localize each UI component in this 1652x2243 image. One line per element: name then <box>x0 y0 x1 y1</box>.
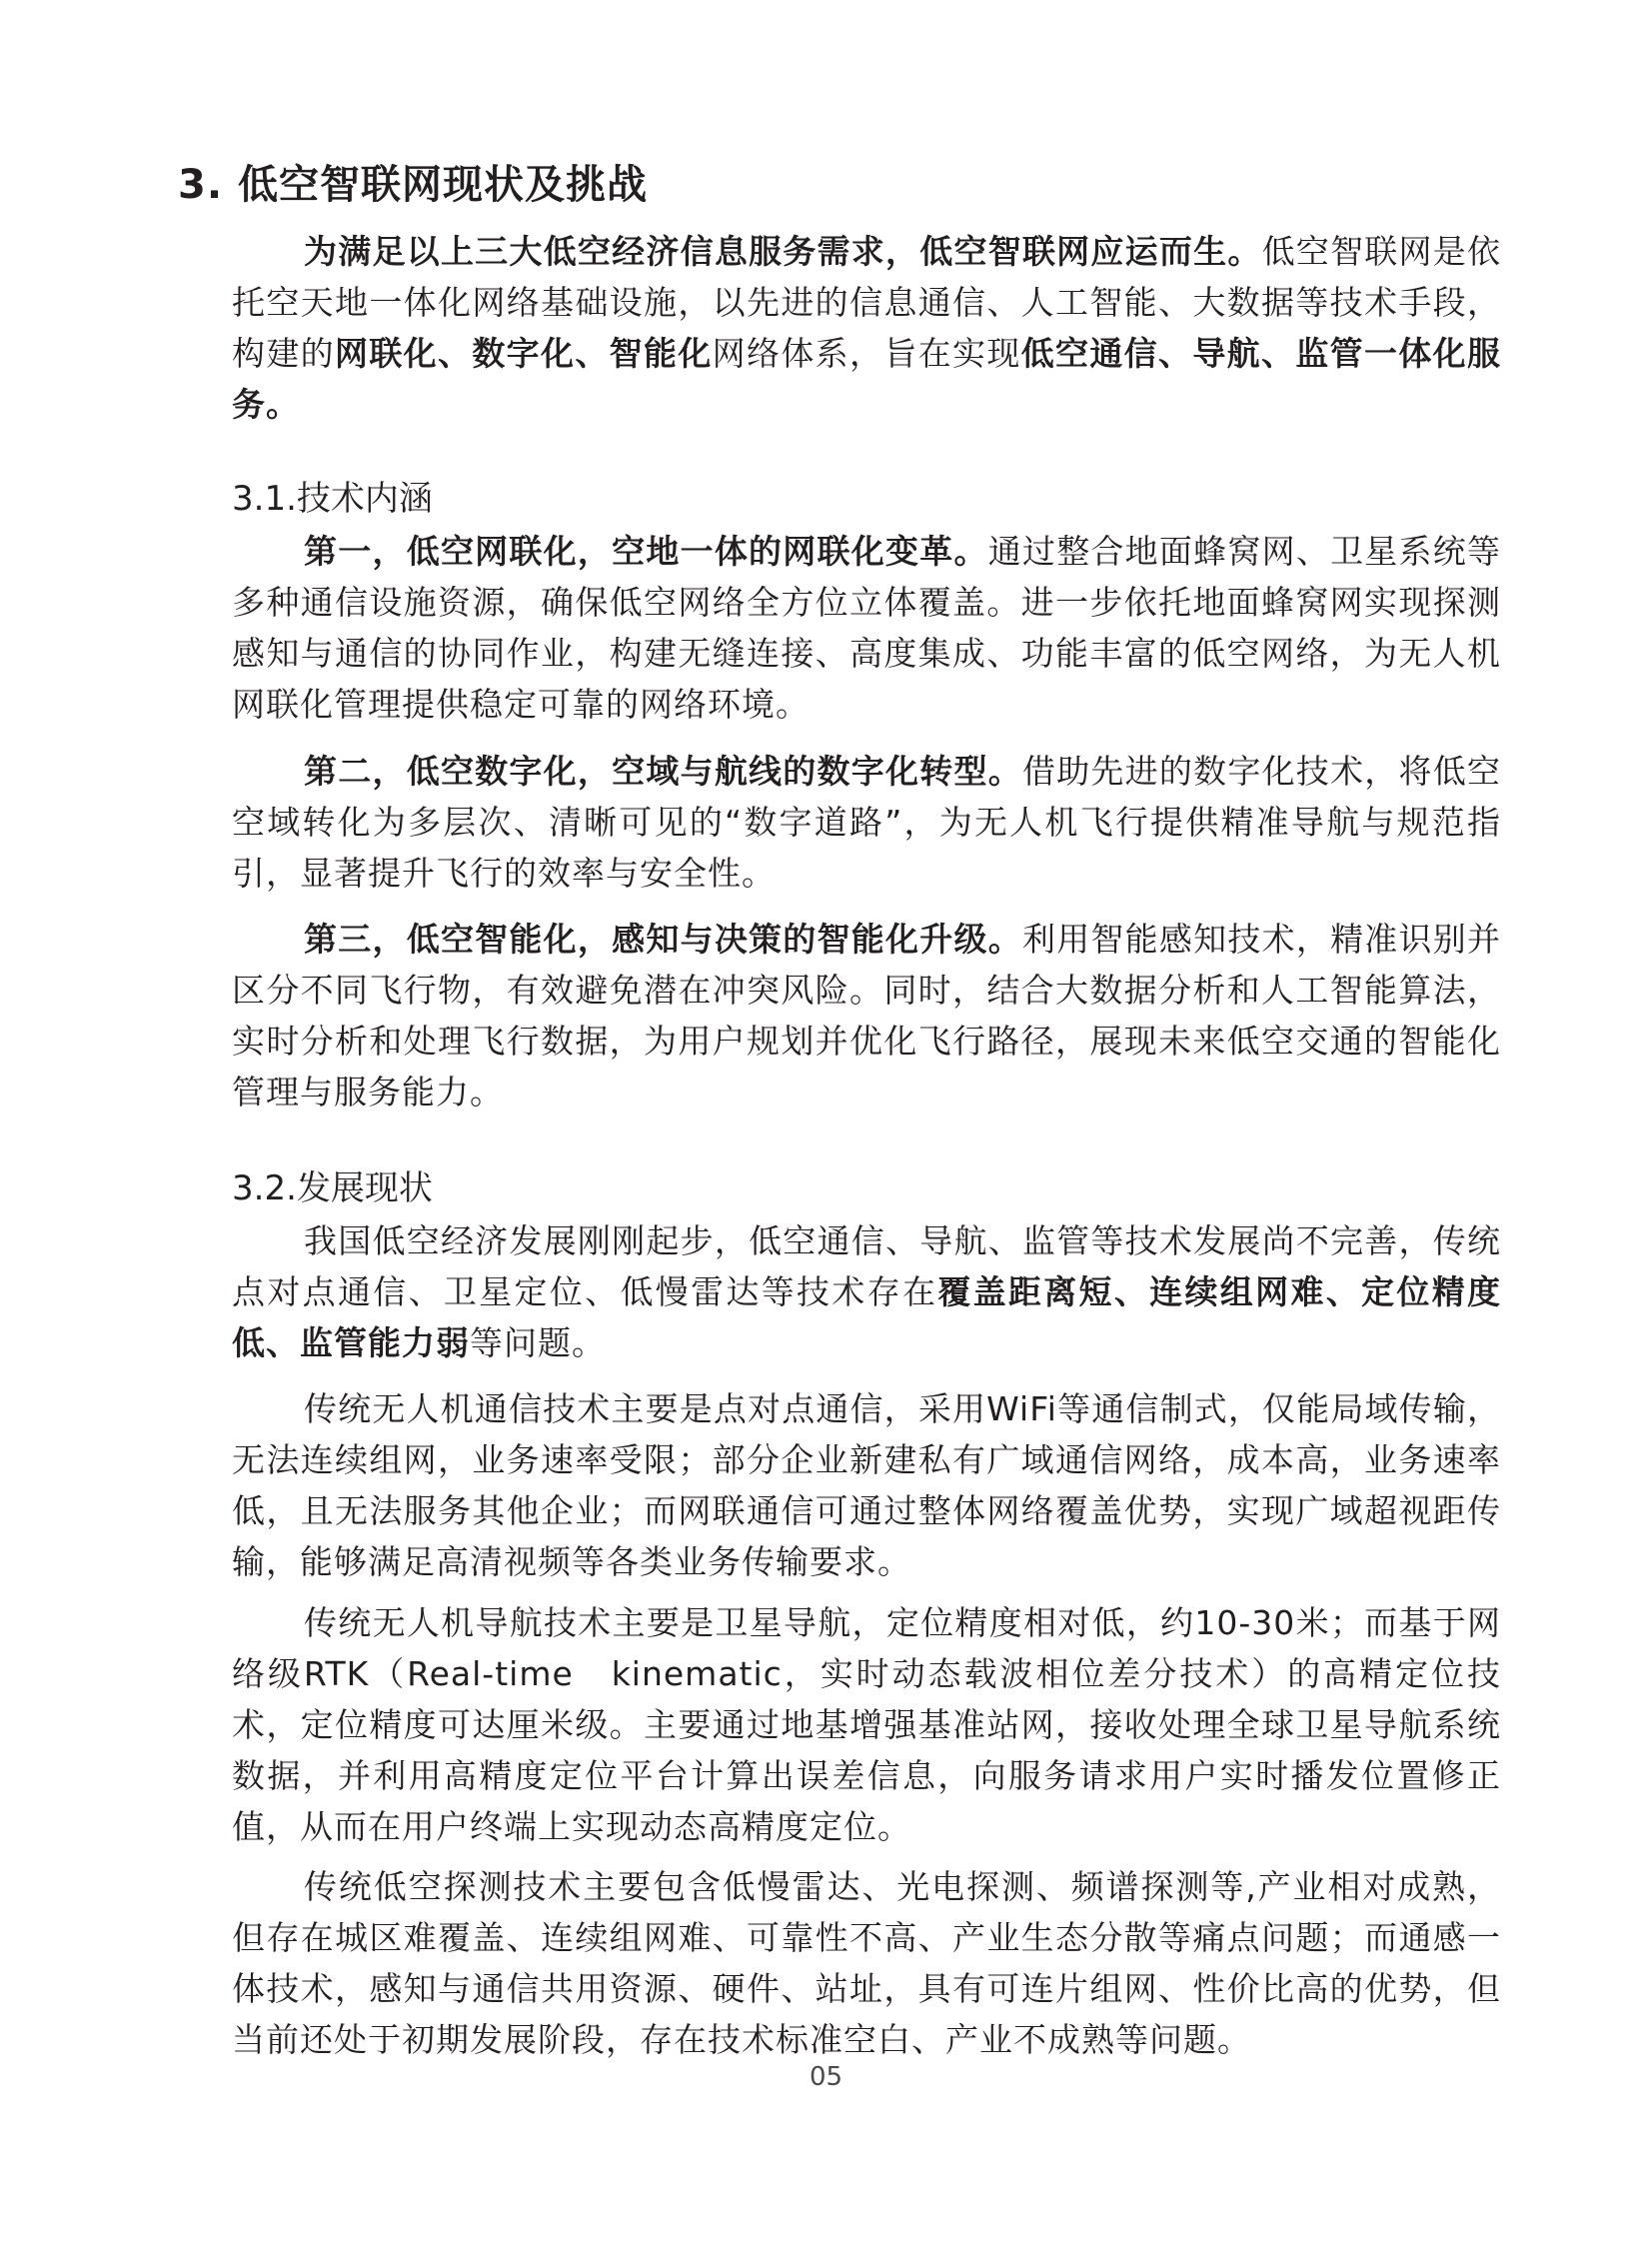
status-p1-text-1: 我国低空经济发展刚刚起步，低空通信、导航、监管等技术发展尚不完善，传统点对点通信、卫星定位、低慢雷达等技术存在 <box>232 1221 1501 1311</box>
tech-p1-lead: 第一，低空网联化，空地一体的网联化变革。 <box>304 532 988 571</box>
intro-bold-lead: 为满足以上三大低空经济信息服务需求，低空智联网应运而生。 <box>304 232 1262 271</box>
status-paragraph-2: 传统无人机通信技术主要是点对点通信，采用WiFi等通信制式，仅能局域传输，无法连续组网，业务速率受限；部分企业新建私有广域通信网络，成本高，业务速率低，且无法服务其他企业；而网联通信可通过整体网络覆盖优势，实现广域超视距传输，能够满足高清视频等各类业务传输要求。 <box>232 1389 1501 1581</box>
intro-paragraph <box>232 226 1501 430</box>
section-heading: 3. 低空智联网现状及挑战 <box>178 162 648 208</box>
tech-paragraph-2 <box>232 746 1501 899</box>
page-number: 05 <box>809 2062 843 2092</box>
tech-p1-text: 通过整合地面蜂窝网、卫星系统等多种通信设施资源，确保低空网络全方位立体覆盖。进一步依托地面蜂窝网实现探测感知与通信的协同作业，构建无缝连接、高度集成、功能丰富的低空网络，为无人机网联化管理提供稳定可靠的网络环境。 <box>232 532 1502 724</box>
intro-bold-keywords: 网联化、数字化、智能化 <box>335 334 713 373</box>
intro-text-2: 网络体系，旨在实现 <box>712 334 1021 373</box>
tech-p2-text: 借助先进的数字化技术，将低空空域转化为多层次、清晰可见的“数字道路”，为无人机飞行提供精准导航与规范指引，显著提升飞行的效率与安全性。 <box>232 752 1502 893</box>
tech-paragraph-3 <box>232 914 1501 1118</box>
status-p1-text-2: 等问题。 <box>470 1323 606 1362</box>
subsection-title-3-2: 3.2.发展现状 <box>232 1168 433 1208</box>
subsection-title-3-1: 3.1.技术内涵 <box>232 479 433 519</box>
tech-p3-text: 利用智能感知技术，精准识别并区分不同飞行物，有效避免潜在冲突风险。同时，结合大数据分析和人工智能算法，实时分析和处理飞行数据，为用户规划并优化飞行路径，展现未来低空交通的智能化管理与服务能力。 <box>232 920 1502 1112</box>
intro-bold-goal: 低空通信、导航、监管一体化服务。 <box>232 334 1502 424</box>
status-paragraph-1 <box>232 1215 1501 1368</box>
status-p1-bold: 覆盖距离短、连续组网难、定位精度低、监管能力弱 <box>232 1272 1502 1362</box>
status-paragraph-3: 传统无人机导航技术主要是卫星导航，定位精度相对低，约10-30米；而基于网络级RTK（Real-time kinematic，实时动态载波相位差分技术）的高精定位技术，定位精度可达厘米级。主要通过地基增强基准站网，接收处理全球卫星导航系统数据，并利用高精度定位平台计算出误差信息，向服务请求用户实时播发位置修正值，从而在用户终端上实现动态高精度定位。 <box>232 1603 1501 1846</box>
intro-text-1: 低空智联网是依托空天地一体化网络基础设施，以先进的信息通信、人工智能、大数据等技术手段，构建的 <box>232 232 1502 373</box>
tech-p2-lead: 第二，低空数字化，空域与航线的数字化转型。 <box>304 752 1022 791</box>
tech-p3-lead: 第三，低空智能化，感知与决策的智能化升级。 <box>304 920 1022 959</box>
tech-paragraph-1 <box>232 526 1501 730</box>
status-paragraph-4: 传统低空探测技术主要包含低慢雷达、光电探测、频谱探测等,产业相对成熟，但存在城区难覆盖、连续组网难、可靠性不高、产业生态分散等痛点问题；而通感一体技术，感知与通信共用资源、硬件、站址，具有可连片组网、性价比高的优势，但当前还处于初期发展阶段，存在技术标准空白、产业不成熟等问题。 <box>232 1867 1501 2059</box>
